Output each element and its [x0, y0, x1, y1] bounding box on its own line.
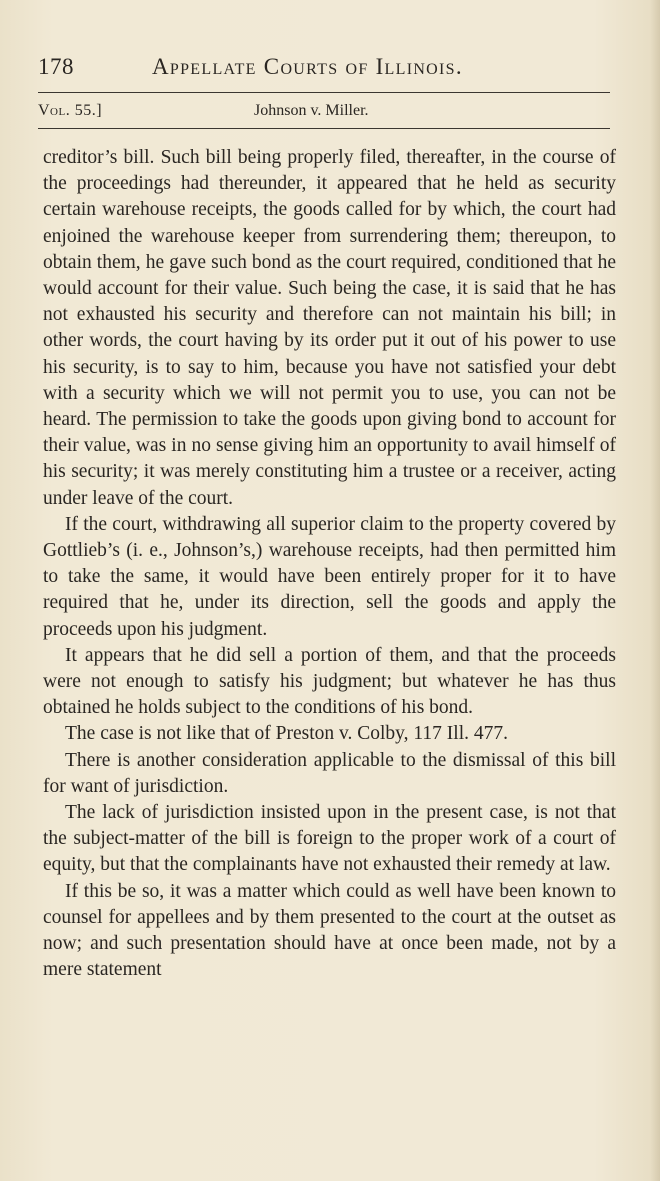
running-title: Appellate Courts of Illinois. [152, 54, 463, 79]
page-number: 178 [38, 54, 74, 79]
paragraph: The lack of jurisdiction insisted upon in the present case, is not that the subject-matter of the bill is foreign to the proper work of a court of equity, but that the complainants have not exhausted their remedy at law. [43, 802, 616, 876]
paragraph: If this be so, it was a matter which could as well have been known to counsel for appellees and by them presented to the court at the outset as now; and such presentation should have at once been made, not by a mere statement [43, 880, 616, 981]
paragraph: There is another consideration applicable to the dismissal of this bill for want of jurisdiction. [43, 749, 616, 797]
paragraph: It appears that he did sell a portion of them, and that the proceeds were not enough to satisfy his judgment; but whatever he has thus obtained he holds subject to the conditions of his bond. [43, 644, 616, 719]
case-name: Johnson v. Miller. [254, 102, 369, 119]
paragraph: creditor’s bill. Such bill being properly filed, thereafter, in the course of the proceedings had thereunder, it appeared that he held as security certain warehouse receipts, the goods called for by which, the court had enjoined the warehouse keeper from surrendering them; thereupon, to obtain them, he gave such bond as the court required, conditioned that he would account for their value. Such being the case, it is said that he has not exhausted his security and therefore can not maintain his bill; in other words, the court having by its order put it out of his power to use his security, is to say to him, because you have not satisfied your debt with a security which we will not permit you to use, you can not be heard. The permission to take the goods upon giving bond to account for their value, was in no sense giving him an opportunity to avail himself of his security; it was merely constituting him a trustee or a receiver, acting under leave of the court. [43, 147, 616, 509]
case-subheader [38, 100, 610, 124]
volume-label: Vol. 55.] [38, 102, 103, 119]
body-text [43, 145, 616, 984]
header-rule-bottom [38, 128, 610, 129]
running-header [38, 54, 618, 84]
paragraph: If the court, withdrawing all superior claim to the property covered by Gottlieb’s (i. e., Johnson’s,) warehouse receipts, had then permitted him to take the same, it would have been entirely proper for it to have required that he, under its direction, sell the goods and apply the proceeds upon his judgment. [43, 513, 616, 640]
paragraph: The case is not like that of Preston v. Colby, 117 Ill. 477. [65, 723, 509, 745]
page-edge-shadow [650, 0, 660, 1181]
header-rule-top [38, 92, 610, 93]
